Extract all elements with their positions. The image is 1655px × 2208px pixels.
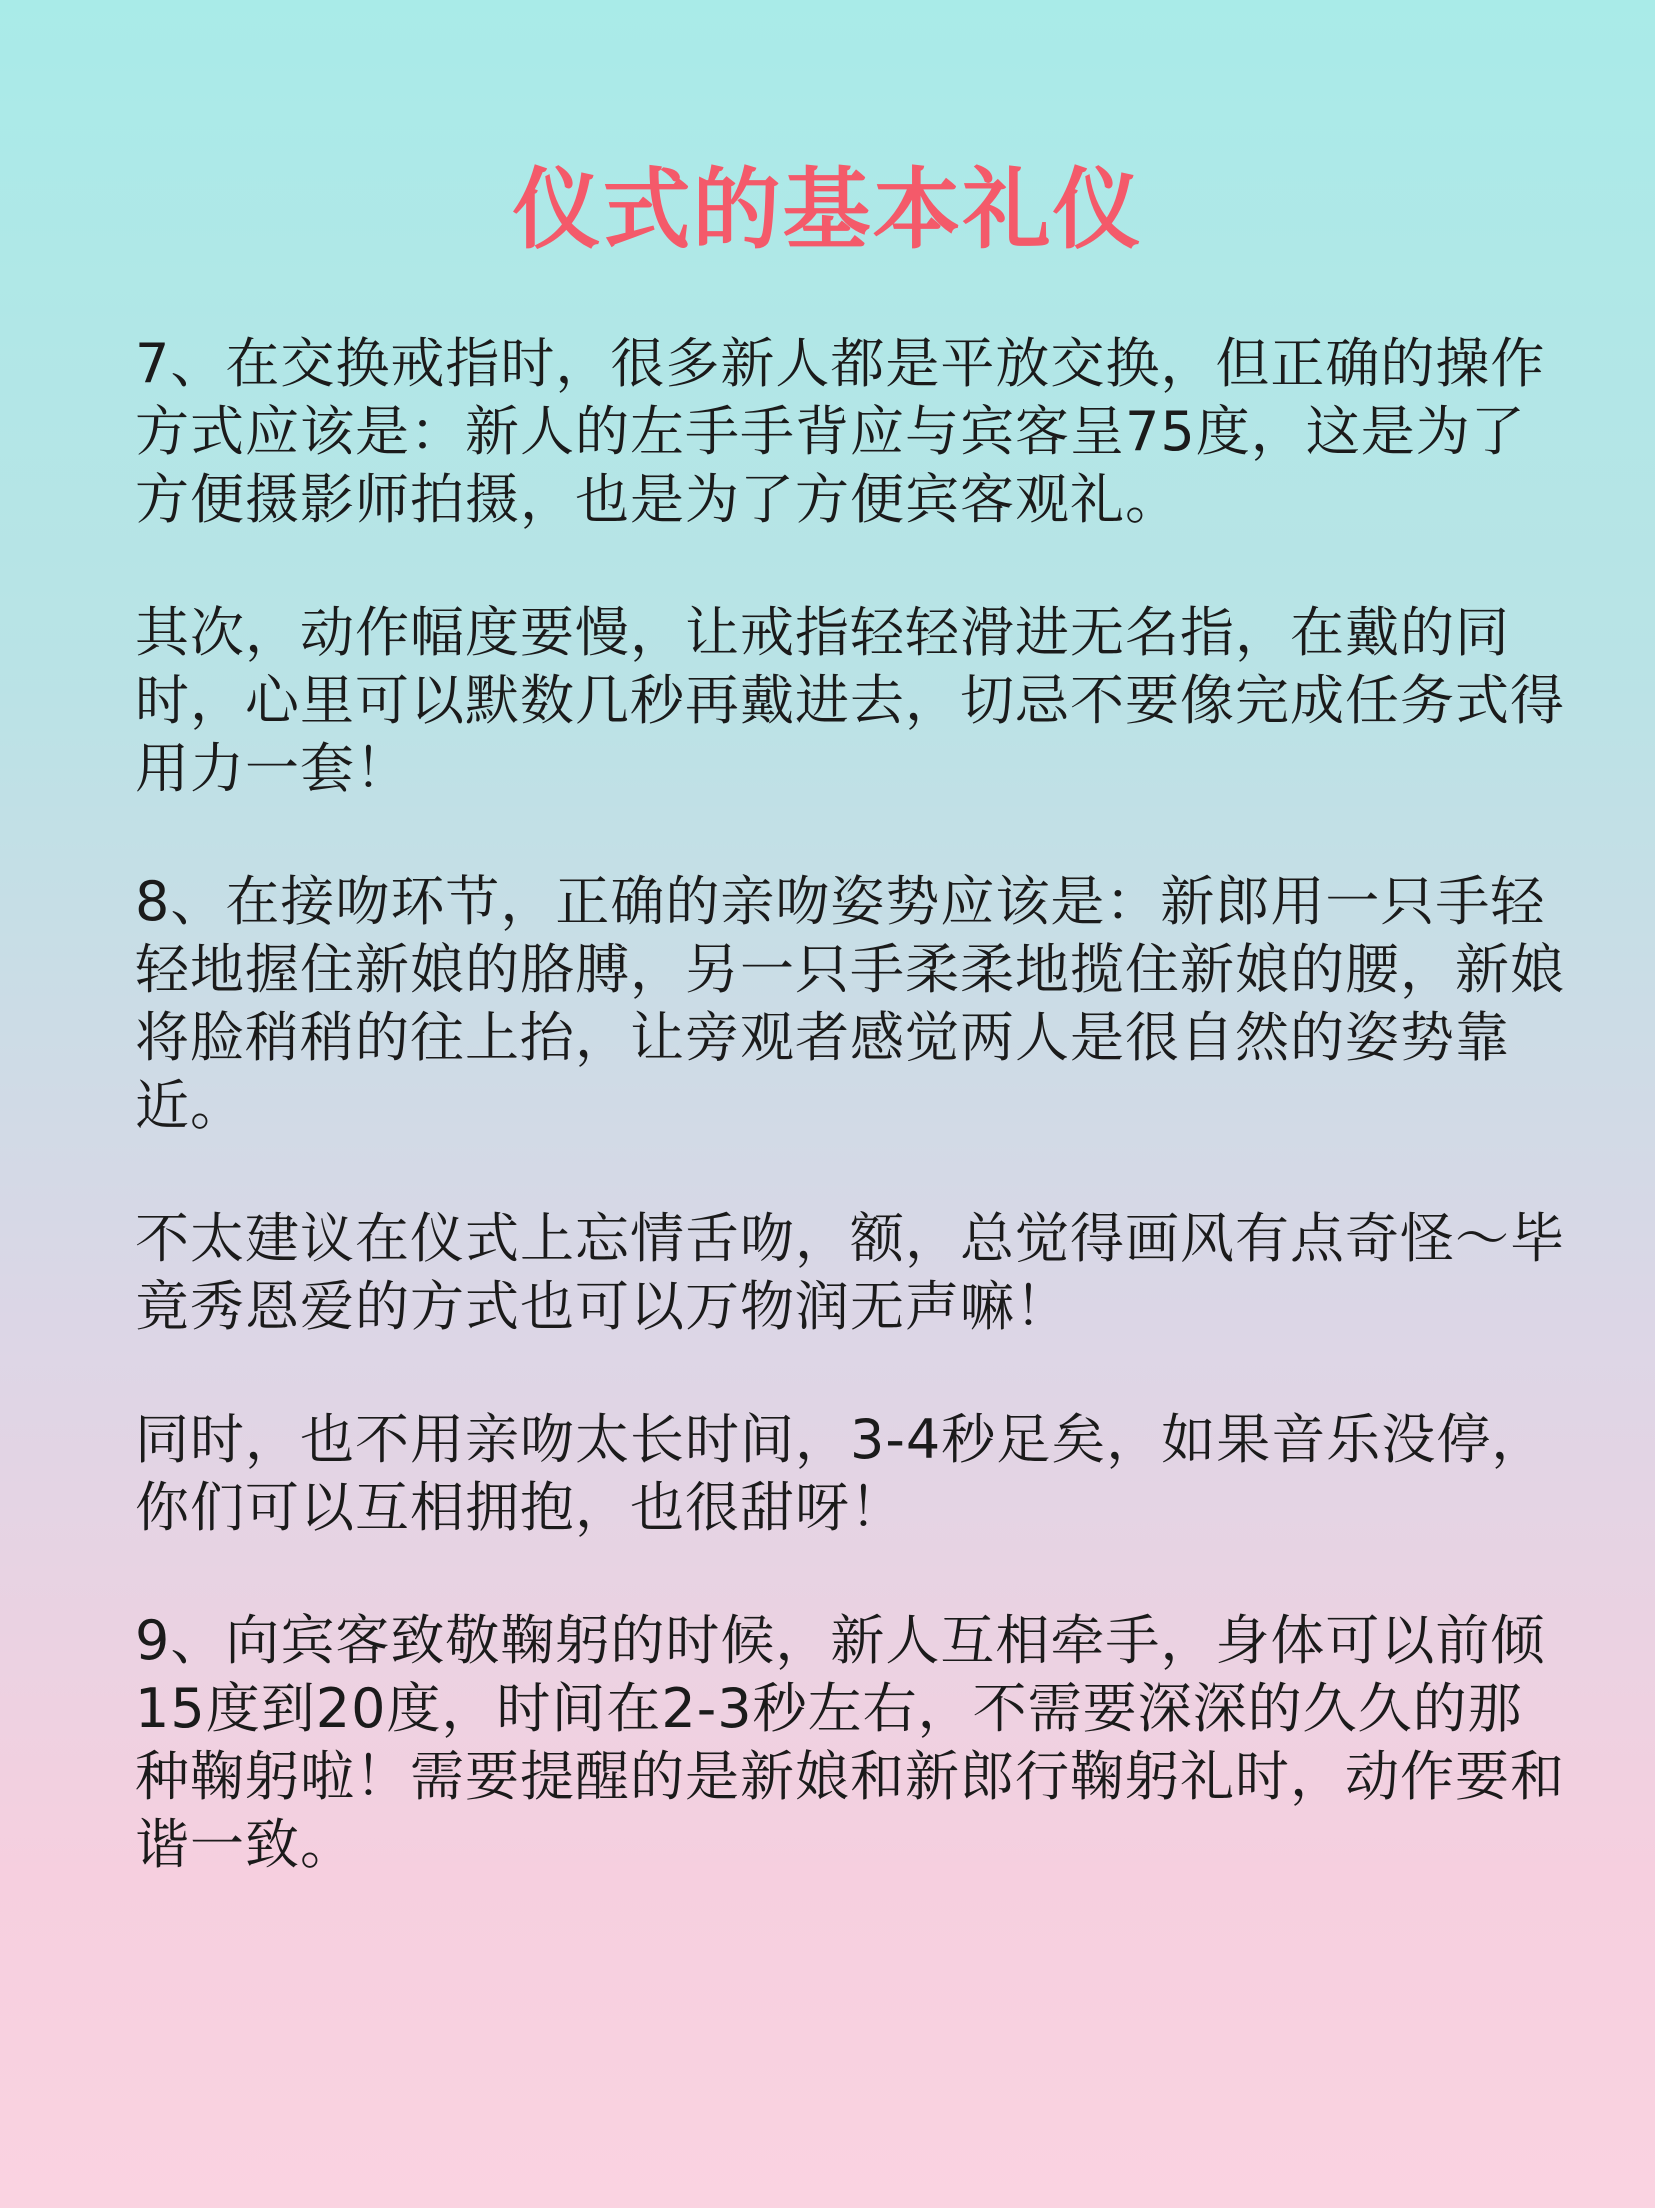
paragraph-ring-exchange: 7、在交换戒指时，很多新人都是平放交换，但正确的操作方式应该是：新人的左手手背应与宾客呈75度，这是为了方便摄影师拍摄，也是为了方便宾客观礼。 (135, 332, 1546, 531)
paragraph-bow: 9、向宾客致敬鞠躬的时候，新人互相牵手，身体可以前倾15度到20度，时间在2-3秒左右，不需要深深的久久的那种鞠躬啦！需要提醒的是新娘和新郎行鞠躬礼时，动作要和谐一致。 (135, 1609, 1565, 1876)
paragraph-ring-motion: 其次，动作幅度要慢，让戒指轻轻滑进无名指，在戴的同时，心里可以默数几秒再戴进去，切忌不要像完成任务式得用力一套！ (135, 601, 1565, 800)
article-body (135, 330, 1575, 1944)
page-title: 仪式的基本礼仪 (512, 158, 1143, 261)
paragraph-kiss-advice: 不太建议在仪式上忘情舌吻，额，总觉得画风有点奇怪～毕竟秀恩爱的方式也可以万物润无声嘛！ (135, 1207, 1565, 1338)
paragraph-kiss-duration: 同时，也不用亲吻太长时间，3-4秒足矣，如果音乐没停，你们可以互相拥抱，也很甜呀！ (135, 1408, 1547, 1539)
paragraph-kiss-posture: 8、在接吻环节，正确的亲吻姿势应该是：新郎用一只手轻轻地握住新娘的胳膊，另一只手柔柔地揽住新娘的腰，新娘将脸稍稍的往上抬，让旁观者感觉两人是很自然的姿势靠近。 (135, 870, 1565, 1137)
